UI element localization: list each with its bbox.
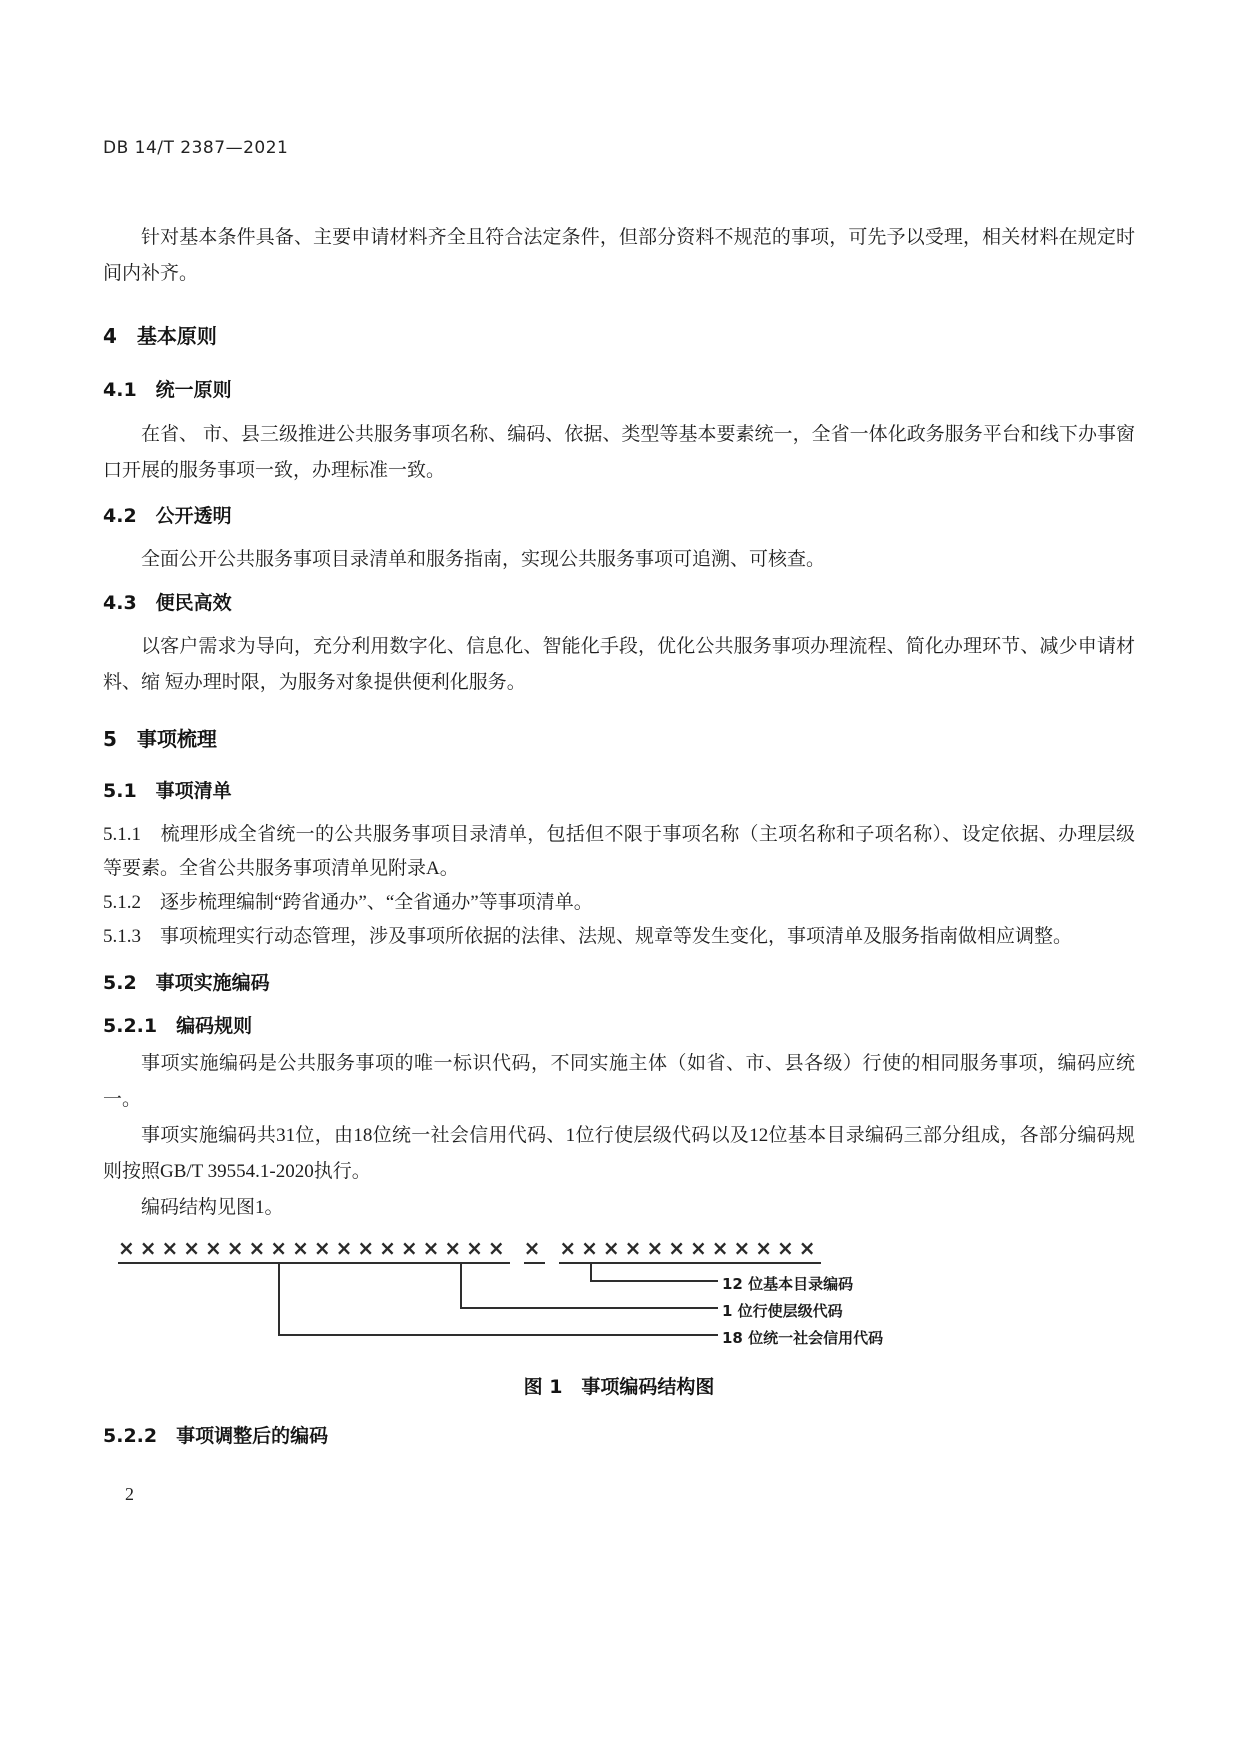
paragraph-4-2: 全面公开公共服务事项目录清单和服务指南，实现公共服务事项可追溯、可核查。 <box>141 549 826 570</box>
paragraph-4-1: 在省、 市、县三级推进公共服务事项名称、编码、依据、类型等基本要素统一，全省一体化政务服务平台和线下办事窗口开展的服务事项一致，办理标准一致。 <box>103 424 1135 481</box>
heading-section-5: 5 事项梳理 <box>103 727 217 751</box>
label-18-digit-social-credit-code: 18 位统一社会信用代码 <box>722 1329 884 1347</box>
code-group-12-digits: ×××××××××××× <box>559 1236 820 1264</box>
paragraph-5-1-2: 5.1.2 逐步梳理编制“跨省通办”、“全省通办”等事项清单。 <box>103 892 593 913</box>
heading-section-5-2-1: 5.2.1 编码规则 <box>103 1015 253 1037</box>
code-group-1-digit: × <box>524 1236 546 1264</box>
figure-code-structure <box>103 1236 1135 1352</box>
heading-section-5-2: 5.2 事项实施编码 <box>103 972 270 994</box>
heading-section-4-1: 4.1 统一原则 <box>103 379 232 401</box>
heading-section-4-2: 4.2 公开透明 <box>103 505 232 527</box>
paragraph-intro: 针对基本条件具备、主要申请材料齐全且符合法定条件，但部分资料不规范的事项，可先予以受理，相关材料在规定时间内补齐。 <box>103 227 1135 284</box>
paragraph-5-2-1-a: 事项实施编码是公共服务事项的唯一标识代码，不同实施主体（如省、市、县各级）行使的相同服务事项，编码应统一。 <box>103 1053 1135 1110</box>
paragraph-4-3: 以客户需求为导向，充分利用数字化、信息化、智能化手段，优化公共服务事项办理流程、简化办理环节、减少申请材料、缩 短办理时限，为服务对象提供便利化服务。 <box>103 636 1135 693</box>
heading-section-4-3: 4.3 便民高效 <box>103 592 232 614</box>
heading-section-5-2-2: 5.2.2 事项调整后的编码 <box>103 1425 329 1447</box>
doc-number-header: DB 14/T 2387—2021 <box>103 138 289 158</box>
label-12-digit-basic-catalog-code: 12 位基本目录编码 <box>722 1275 854 1293</box>
paragraph-5-2-1-c: 编码结构见图1。 <box>141 1197 284 1218</box>
paragraph-5-2-1-b: 事项实施编码共31位，由18位统一社会信用代码、1位行使层级代码以及12位基本目录编码三部分组成，各部分编码规则按照GB/T 39554.1-2020执行。 <box>103 1125 1135 1182</box>
heading-section-4: 4 基本原则 <box>103 324 217 348</box>
page-number: 2 <box>125 1484 134 1504</box>
code-group-18-digits: ×××××××××××××××××× <box>118 1236 510 1264</box>
paragraph-5-1-3: 5.1.3 事项梳理实行动态管理，涉及事项所依据的法律、法规、规章等发生变化，事项清单及服务指南做相应调整。 <box>103 926 1073 947</box>
heading-section-5-1: 5.1 事项清单 <box>103 780 232 802</box>
label-1-digit-level-code: 1 位行使层级代码 <box>722 1302 843 1320</box>
code-placeholder-row <box>118 1236 821 1264</box>
paragraph-5-1-1: 5.1.1 梳理形成全省统一的公共服务事项目录清单，包括但不限于事项名称（主项名称和子项名称）、设定依据、办理层级等要素。全省公共服务事项清单见附录A。 <box>103 824 1135 879</box>
figure-caption: 图 1 事项编码结构图 <box>523 1376 715 1398</box>
connector-line-18-digit <box>278 1264 718 1336</box>
